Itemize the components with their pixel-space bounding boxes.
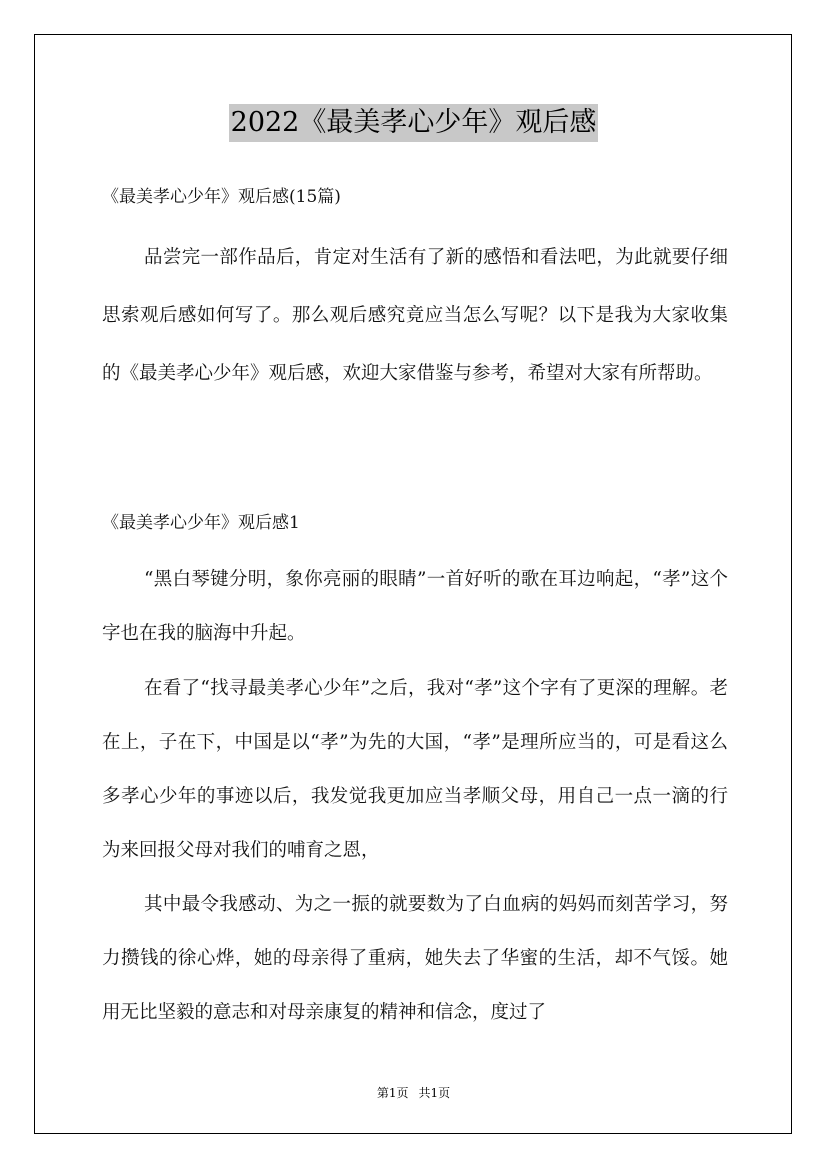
body-paragraph-2: 在看了“找寻最美孝心少年”之后，我对“孝”这个字有了更深的理解。老在上，子在下，中国是以“孝”为先的大国，“孝”是理所应当的，可是看这么多孝心少年的事迹以后，我发觉我更加应当孝顺父母，用自己一点一滴的行为来回报父母对我们的哺育之恩， [102,678,728,861]
section-heading: 《最美孝心少年》观后感1 [102,513,300,533]
document-subtitle: 《最美孝心少年》观后感(15篇) [102,187,341,207]
page-number-total: 共1页 [418,1086,451,1100]
intro-paragraph: 品尝完一部作品后，肯定对生活有了新的感悟和看法吧，为此就要仔细思索观后感如何写了。那么观后感究竟应当怎么写呢？以下是我为大家收集的《最美孝心少年》观后感，欢迎大家借鉴与参考，希望对大家有所帮助。 [102,247,728,384]
page-number-current: 第1页 [376,1086,409,1100]
title-container [0,104,827,142]
page-footer [0,1084,827,1101]
document-title: 2022《最美孝心少年》观后感 [229,104,599,142]
body-paragraph-1: “黑白琴键分明，象你亮丽的眼睛”一首好听的歌在耳边响起，“孝”这个字也在我的脑海中升起。 [102,569,728,644]
body-paragraph-3: 其中最令我感动、为之一振的就要数为了白血病的妈妈而刻苦学习，努力攒钱的徐心烨，她的母亲得了重病，她失去了华蜜的生活，却不气馁。她用无比坚毅的意志和对母亲康复的精神和信念，度过了 [102,894,728,1023]
